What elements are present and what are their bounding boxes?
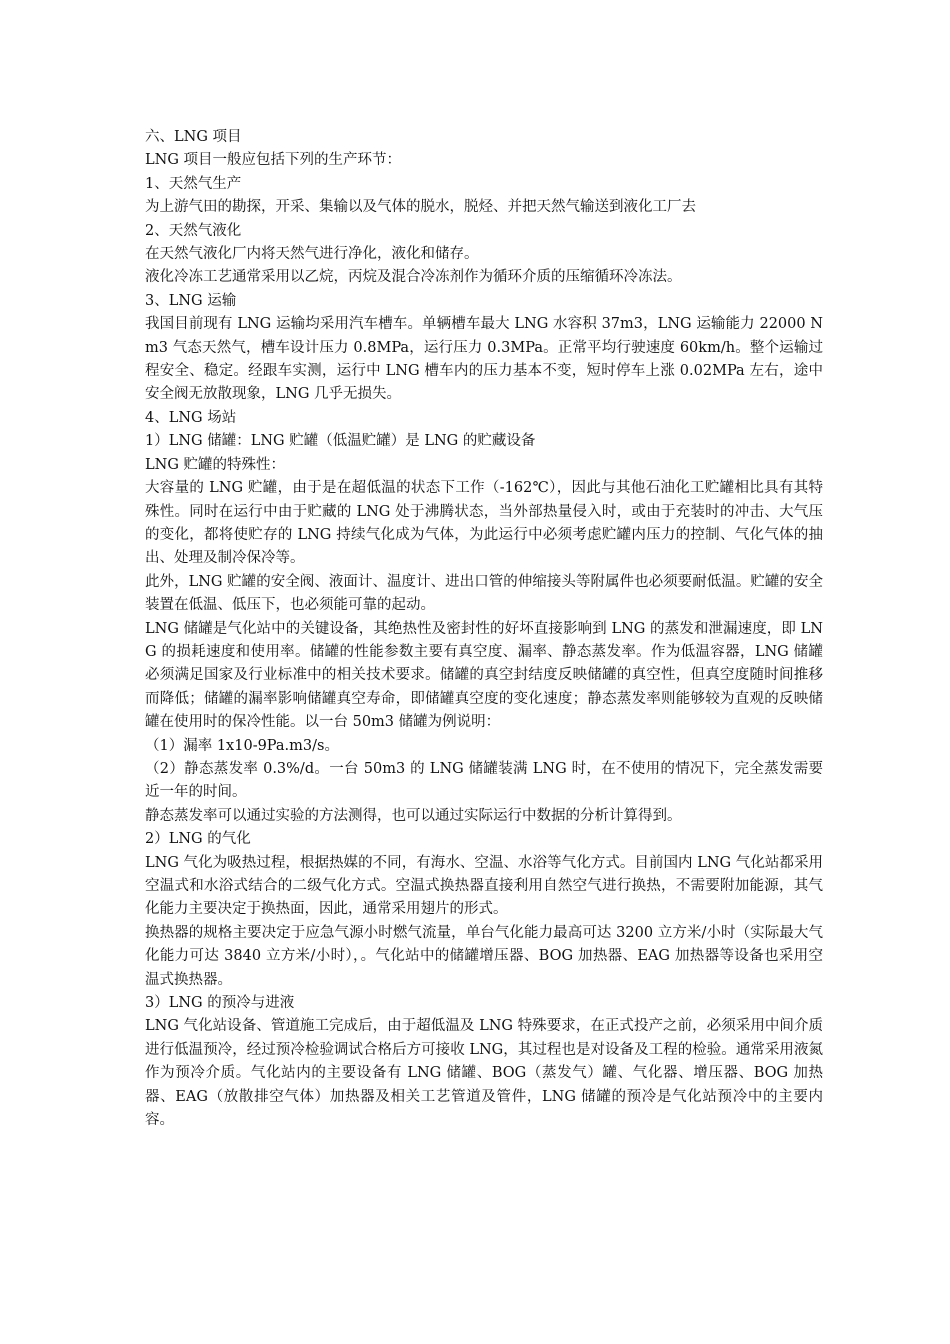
- paragraph: 我国目前现有 LNG 运输均采用汽车槽车。单辆槽车最大 LNG 水容积 37m3，LNG 运输能力 22000 Nm3 气态天然气，槽车设计压力 0.8MPa，运行压力 0.3MPa。正常平均行驶速度 60km/h。整个运输过程安全、稳定。经跟车实测，运行中 LNG 槽车内的压力基本不变，短时停车上涨 0.02MPa 左右，途中安全阀无放散现象，LNG 几乎无损失。: [145, 316, 823, 403]
- paragraph: 此外，LNG 贮罐的安全阀、液面计、温度计、进出口管的伸缩接头等附属件也必须要耐低温。贮罐的安全装置在低温、低压下，也必须能可靠的起动。: [145, 573, 823, 614]
- subheading: 4、LNG 场站: [145, 409, 237, 426]
- subheading: 2、天然气液化: [145, 222, 242, 239]
- paragraph: 为上游气田的勘探，开采、集输以及气体的脱水，脱烃、并把天然气输送到液化工厂去: [145, 199, 696, 216]
- subheading: 1、天然气生产: [145, 175, 242, 192]
- paragraph: LNG 项目一般应包括下列的生产环节：: [145, 152, 402, 169]
- paragraph: LNG 储罐是气化站中的关键设备，其绝热性及密封性的好坏直接影响到 LNG 的蒸发和泄漏速度，即 LNG 的损耗速度和使用率。储罐的性能参数主要有真空度、漏率、静态蒸发率。作为低温容器，LNG 储罐必须满足国家及行业标准中的相关技术要求。储罐的真空封结度反映储罐的真空性，但真空度随时间推移而降低；储罐的漏率影响储罐真空寿命，即储罐真空度的变化速度；静态蒸发率则能够较为直观的反映储罐在使用时的保冷性能。以一台 50m3 储罐为例说明：: [145, 620, 823, 731]
- paragraph: 静态蒸发率可以通过实验的方法测得，也可以通过实际运行中数据的分析计算得到。: [145, 807, 682, 824]
- paragraph: LNG 气化为吸热过程，根据热媒的不同，有海水、空温、水浴等气化方式。目前国内 LNG 气化站都采用空温式和水浴式结合的二级气化方式。空温式换热器直接利用自然空气进行换热，不需要附加能源，其气化能力主要决定于换热面，因此，通常采用翅片的形式。: [145, 854, 823, 918]
- subheading: 2）LNG 的气化: [145, 831, 251, 848]
- list-item: （1）漏率 1x10-9Pa.m3/s。: [145, 737, 339, 754]
- subheading: 3、LNG 运输: [145, 292, 237, 309]
- paragraph: 换热器的规格主要决定于应急气源小时燃气流量，单台气化能力最高可达 3200 立方米/小时（实际最大气化能力可达 3840 立方米/小时），。气化站中的储罐增压器、BOG 加热器、EAG 加热器等设备也采用空温式换热器。: [145, 924, 823, 988]
- section-heading: 六、LNG 项目: [145, 129, 242, 145]
- paragraph: 液化冷冻工艺通常采用以乙烷，丙烷及混合冷冻剂作为循环介质的压缩循环冷冻法。: [145, 269, 682, 286]
- paragraph: 大容量的 LNG 贮罐，由于是在超低温的状态下工作（-162℃），因此与其他石油化工贮罐相比具有其特殊性。同时在运行中由于贮藏的 LNG 处于沸腾状态，当外部热量侵入时，或由于充装时的冲击、大气压的变化，都将使贮存的 LNG 持续气化成为气体，为此运行中必须考虑贮罐内压力的控制、气化气体的抽出、处理及制冷保冷等。: [145, 480, 823, 567]
- document-body: [145, 126, 823, 1132]
- subheading: 1）LNG 储罐：LNG 贮罐（低温贮罐）是 LNG 的贮藏设备: [145, 433, 536, 450]
- paragraph: LNG 气化站设备、管道施工完成后，由于超低温及 LNG 特殊要求，在正式投产之前，必须采用中间介质进行低温预冷，经过预冷检验调试合格后方可接收 LNG，其过程也是对设备及工程的检验。通常采用液氮作为预冷介质。气化站内的主要设备有 LNG 储罐、BOG（蒸发气）罐、气化器、增压器、BOG 加热器、EAG（放散排空气体）加热器及相关工艺管道及管件，LNG 储罐的预冷是气化站预冷中的主要内容。: [145, 1018, 823, 1129]
- paragraph: LNG 贮罐的特殊性：: [145, 456, 286, 473]
- list-item: （2）静态蒸发率 0.3%/d。一台 50m3 的 LNG 储罐装满 LNG 时，在不使用的情况下，完全蒸发需要近一年的时间。: [145, 760, 823, 801]
- paragraph: 在天然气液化厂内将天然气进行净化，液化和储存。: [145, 246, 479, 263]
- subheading: 3）LNG 的预冷与进液: [145, 995, 295, 1012]
